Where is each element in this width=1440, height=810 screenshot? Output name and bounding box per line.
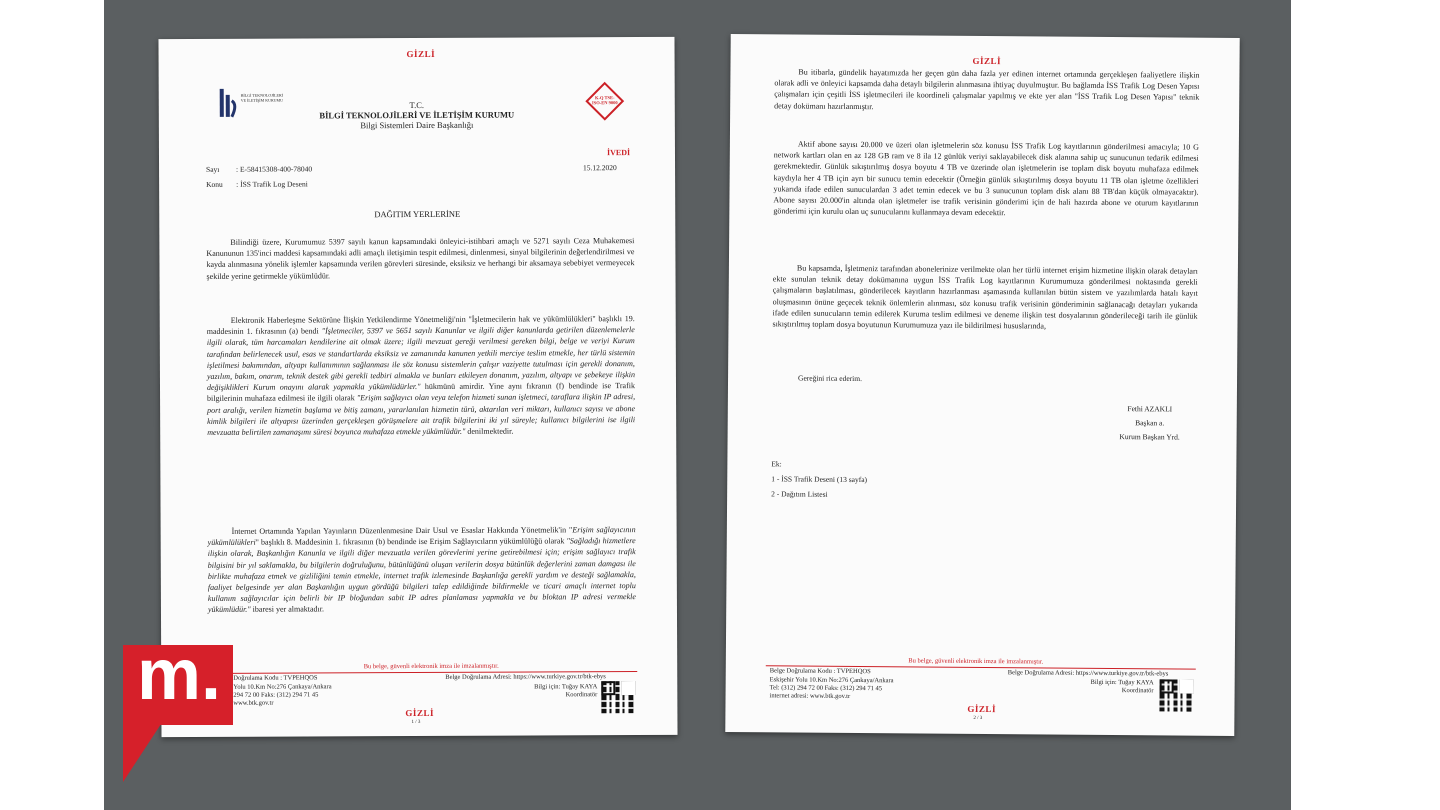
- sayi-label: Sayı: [206, 164, 220, 174]
- footer-esign-note: Bu belge, güvenli elektronik imza ile imzalanmıştır.: [908, 657, 1044, 666]
- footer-contact-name: Bilgi için: Tuğay KAYA: [534, 683, 598, 691]
- paragraph-1: Bilindiği üzere, Kurumumuz 5397 sayılı kanun kapsamındaki önleyici-istihbari amaçlı ve 5271 sayılı Ceza Muhakemesi Kanununun 135'inci maddesi kapsamındaki adli amaçlı iletişimin tespit edilmesi, dinlenmesi, sinyal bilgilerinin değerlendirilmesi ve kayda alınmasına yönelik işlemler kapsamında verilen görevleri süresinde, eksiksiz ve herhangi bir aksamaya sebebiyet vermeyecek şekilde yerine getirmekle yükümlüdür.: [206, 236, 635, 281]
- konu-label: Konu: [206, 179, 223, 189]
- p2-quote-a: "İşletmeciler, 5397 ve 5651 sayılı Kanunlar ve ilgili diğer kanunlarda getirilen düzenlemelerle ilgili olarak, tüm harcamaları kendilerine ait olmak üzere; ilgili mevzuat gereği verilmesi gereken bilgi, belge ve veriyi Kurum tarafından belirlenecek usul, esas ve standartlarda eksiksiz ve zamanında kanunen yetkili merciye teslim etmekle, her türlü sistemin işletilmesi bakımından, altyapı kullanımının sağlanması ile söz konusu sistemlerin çalışır vaziyette tutulması için gerekli donanım, yazılım, bakım, onarım, teknik destek gibi gerekli tedbiri almakla ve bunları etkileyen donanım, yazılım, altyapı ve şebekeye ilişkin değişiklikleri Kurum onayını alarak yapmakla yükümlüdürler.": [206, 325, 635, 393]
- signatory-title-1: Başkan a.: [1135, 418, 1165, 428]
- letterhead: [159, 99, 675, 131]
- p2-text-a: Elektronik Haberleşme Sektörüne İlişkin Yetkilendirme Yönetmeliği'nin "İşletmecilerin hak ve yükümlülükleri" başlıklı 19. maddesinin 1. fıkrasının (a) bendi: [206, 314, 635, 337]
- p3-text-c: ibaresi yer almaktadır.: [250, 604, 324, 615]
- letterhead-org: BİLGİ TEKNOLOJİLERİ VE İLETİŞİM KURUMU: [319, 109, 515, 121]
- paragraph-2: [207, 313, 636, 438]
- page-number: 2 / 3: [973, 715, 983, 722]
- paragraph-2: Aktif abone sayısı 20.000 ve üzeri olan işletmelerin söz konusu İSS Trafik Log kayıtlarının gönderilmesi amacıyla; 10 G network kartları olan en az 128 GB ram ve 8 ila 12 günlük veriyi saklayabilecek disk alanına sahip uç sunucunun tedarik edilmesi gerekmektedir. Günlük sıkıştırılmış dosya boyutu 4 TB ve üzerinde olan işletmelerin ise toplam disk boyutu muhafaza edilmek kaydıyla her 4 TB için ayrı bir sunucu temin edecektir (Örneğin günlük sıkıştırılmış dosya boyutu 11 TB olan işletme özellikleri yukarıda ifade edilen sunuculardan 3 adet temin edecek ve bu 3 sunucunun toplam disk alanı 88 TB'dan küçük olmayacaktır). Abone sayısı 20.000'in altında olan işletmeler ise trafik verisinin gönderimi için de hali hazırda abone ve oturum kayıtlarının gönderimi için kurulu olan uç sunucularını kullanmaya devam edecektir.: [773, 139, 1199, 218]
- document-page-2: [725, 34, 1239, 736]
- footer-esign-note: Bu belge, güvenli elektronik imza ile imzalanmıştır.: [363, 662, 499, 671]
- publisher-logo-text: m.: [137, 635, 222, 715]
- publisher-logo-tail: [123, 724, 161, 782]
- footer-contact-role: Koordinatör: [1121, 687, 1154, 695]
- paragraph-3: [208, 524, 636, 615]
- footer-contact-name: Bilgi için: Tuğay KAYA: [1090, 678, 1154, 687]
- footer-address: Eskişehir Yolu 10.Km No:276 Çankaya/Ankara: [769, 676, 894, 685]
- letterhead-tc: T.C.: [409, 99, 425, 111]
- attachment-1: 1 - İSS Trafik Deseni (13 sayfa): [771, 474, 868, 485]
- qr-code: [601, 681, 633, 713]
- recipient-title: DAĞITIM YERLERİNE: [374, 208, 461, 220]
- iso-stamp-text: K-Q TSE-ISO-EN 9000: [591, 95, 618, 106]
- paragraph-3: Bu kapsamda, İşletmeniz tarafından abonelerinize verilmekte olan her türlü internet erişim hizmetine ilişkin olarak detayları ekte sunulan teknik detay dokümanına uygun İSS Trafik Log kayıtlarının Kurumumuza gönderilmesi noktasında gerekli çalışmaların başlatılması, gönderilecek kayıtların hazırlanması aşamasında kullanılan bütün sistem ve yazılımlarda hatalı kayıt oluşmasının önüne geçecek teknik önlemlerin alınması, söz konusu trafik verisinin gönderiminin sağlanacağı detayları yukarıda ifade edilen sunucuların temin edilerek Kuruma teslim edilmesi ve deneme ilişkin test dosyalarının gönderileceği tarih ile günlük sıkıştırılmış toplam dosya boyutunun Kurumumuza yazı ile bildirilmesi hususlarında,: [772, 263, 1198, 331]
- p3-title: Erişim sağlayıcının yükümlülükleri: [207, 525, 636, 548]
- p3-text-a: İnternet Ortamında Yapılan Yayınların Düzenlenmesine Dair Usul ve Esaslar Hakkında Yönetmelik'in ": [231, 525, 573, 536]
- page-number: 1 / 3: [411, 719, 421, 726]
- sayi-value: : E-58415308-400-78040: [236, 164, 313, 174]
- footer-address: Yolu 10.Km No:276 Çankaya/Ankara: [233, 683, 332, 691]
- classification-bottom: GİZLİ: [405, 707, 434, 719]
- document-page-1: [158, 37, 677, 737]
- footer-website: internet adresi: www.btk.gov.tr: [769, 692, 851, 700]
- p2-text-c: denilmektedir.: [465, 426, 514, 436]
- p2-quote-b: "Erişim sağlayıcı olan veya telefon hizmeti sunan işletmeci, taraflara ilişkin IP adresi, port aralığı, verilen hizmetin başlama ve bitiş zamanı, yararlanılan hizmetin türü, aktarılan veri miktarı, kullanıcı sayısı ve abone kimlik bilgileri ile altyapısı üzerinden gerçekleşen görüşmelere ait trafik bilgilerini iki yıl süreyle; kullanıcı bilgilerini ise ilgili mevzuatta belirtilen zamanaşımı süresi boyunca muhafaza etmekle yükümlüdür.": [207, 392, 636, 437]
- qr-code: [1159, 679, 1191, 711]
- classification-bottom: GİZLİ: [967, 703, 997, 715]
- footer-contact-role: Koordinatör: [565, 691, 598, 699]
- footer-phone: Tel: (312) 294 72 00 Faks: (312) 294 71 45: [769, 684, 883, 693]
- p3-text-b: " başlıklı 8. Maddesinin 1. fıkrasının (b) bendinde ise Erişim Sağlayıcıların yükümlülüğü olarak: [255, 536, 567, 547]
- classification-top: GİZLİ: [972, 55, 1002, 67]
- footer-verification-code: Doğrulama Kodu : TVPEHQOS: [233, 674, 318, 682]
- footer-verification-url: Belge Doğrulama Adresi: https://www.turkiye.gov.tr/btk-ebys: [445, 673, 606, 681]
- p2-text-b: hükmünü amirdir. Yine aynı fıkranın (f) bendinde ise Trafik bilgilerinin muhafaza edilmesi ile ilgili olarak: [207, 381, 636, 404]
- publisher-logo: [123, 635, 233, 725]
- p3-quote: "Sağladığı hizmetlere ilişkin olarak, Başkanlığın Kanunla ve ilgili diğer mevzuatla verilen görevlerini yerine getirebilmesi için; erişim sağlayıcı trafik bilgisini bir yıl saklamakla, bu bilgilerin doğruluğunu, bütünlüğünü oluşan verilerin dosya bütünlük değerlerini zaman damgası ile birlikte muhafaza etmek ve gizliliğini temin etmekle, internet trafik izlemesinde Başkanlığa gerekli yardım ve desteği sağlamakla, faaliyet belgesinde yer alan Başkanlığın uygun gördüğü bilgileri talep edildiğinde bildirmekle ve ticari amaçlı internet toplu kullanım sağlayıcılar için belirli bir IP bloğundan sabit IP adres planlaması yapmakla ve bu bloktan IP adresi vermekle yükümlüdür.": [207, 536, 636, 615]
- footer-phone: 294 72 00 Faks: (312) 294 71 45: [233, 691, 319, 699]
- closing-line: Gereğini rica ederim.: [798, 373, 863, 384]
- paragraph-1: Bu itibarla, gündelik hayatımızda her geçen gün daha fazla yer edinen internet ortamında gerçekleşen faaliyetlere ilişkin olarak adli ve önleyici kapsamda daha detaylı bilgilerin alınmasına ihtiyaç duyulmuştur. Bu bağlamda İSS Trafik Log Desen Yapısı çalışmaları için çeşitli İSS işletmecileri ile koordineli çalışmalar yapılmış ve ekte yer alan "İSS Trafik Log Desen Yapısı" teknik detay dokümanı hazırlanmıştır.: [774, 67, 1200, 111]
- signature-block: [1100, 402, 1200, 445]
- footer-verification-url: Belge Doğrulama Adresi: https://www.turkiye.gov.tr/btk-ebys: [1007, 669, 1169, 678]
- attachments-label: Ek:: [771, 459, 782, 469]
- konu-value: : İSS Trafik Log Deseni: [236, 179, 308, 189]
- attachment-2: 2 - Dağıtım Listesi: [771, 489, 828, 499]
- classification-top: GİZLİ: [406, 48, 436, 60]
- signatory-title-2: Kurum Başkan Yrd.: [1119, 432, 1180, 442]
- signatory-name: Fethi AZAKLI: [1127, 404, 1173, 414]
- footer-verification-code: Belge Doğrulama Kodu : TVPEHQOS: [769, 667, 871, 676]
- urgent-mark: İVEDİ: [606, 148, 631, 158]
- attachments: [771, 456, 867, 502]
- document-date: 15.12.2020: [583, 163, 617, 173]
- btk-logo-text: BİLGİ TEKNOLOJİLERİ VE İLETİŞİM KURUMU: [240, 92, 284, 103]
- letterhead-dept: Bilgi Sistemleri Daire Başkanlığı: [360, 119, 474, 131]
- footer-website: www.btk.gov.tr: [233, 699, 274, 707]
